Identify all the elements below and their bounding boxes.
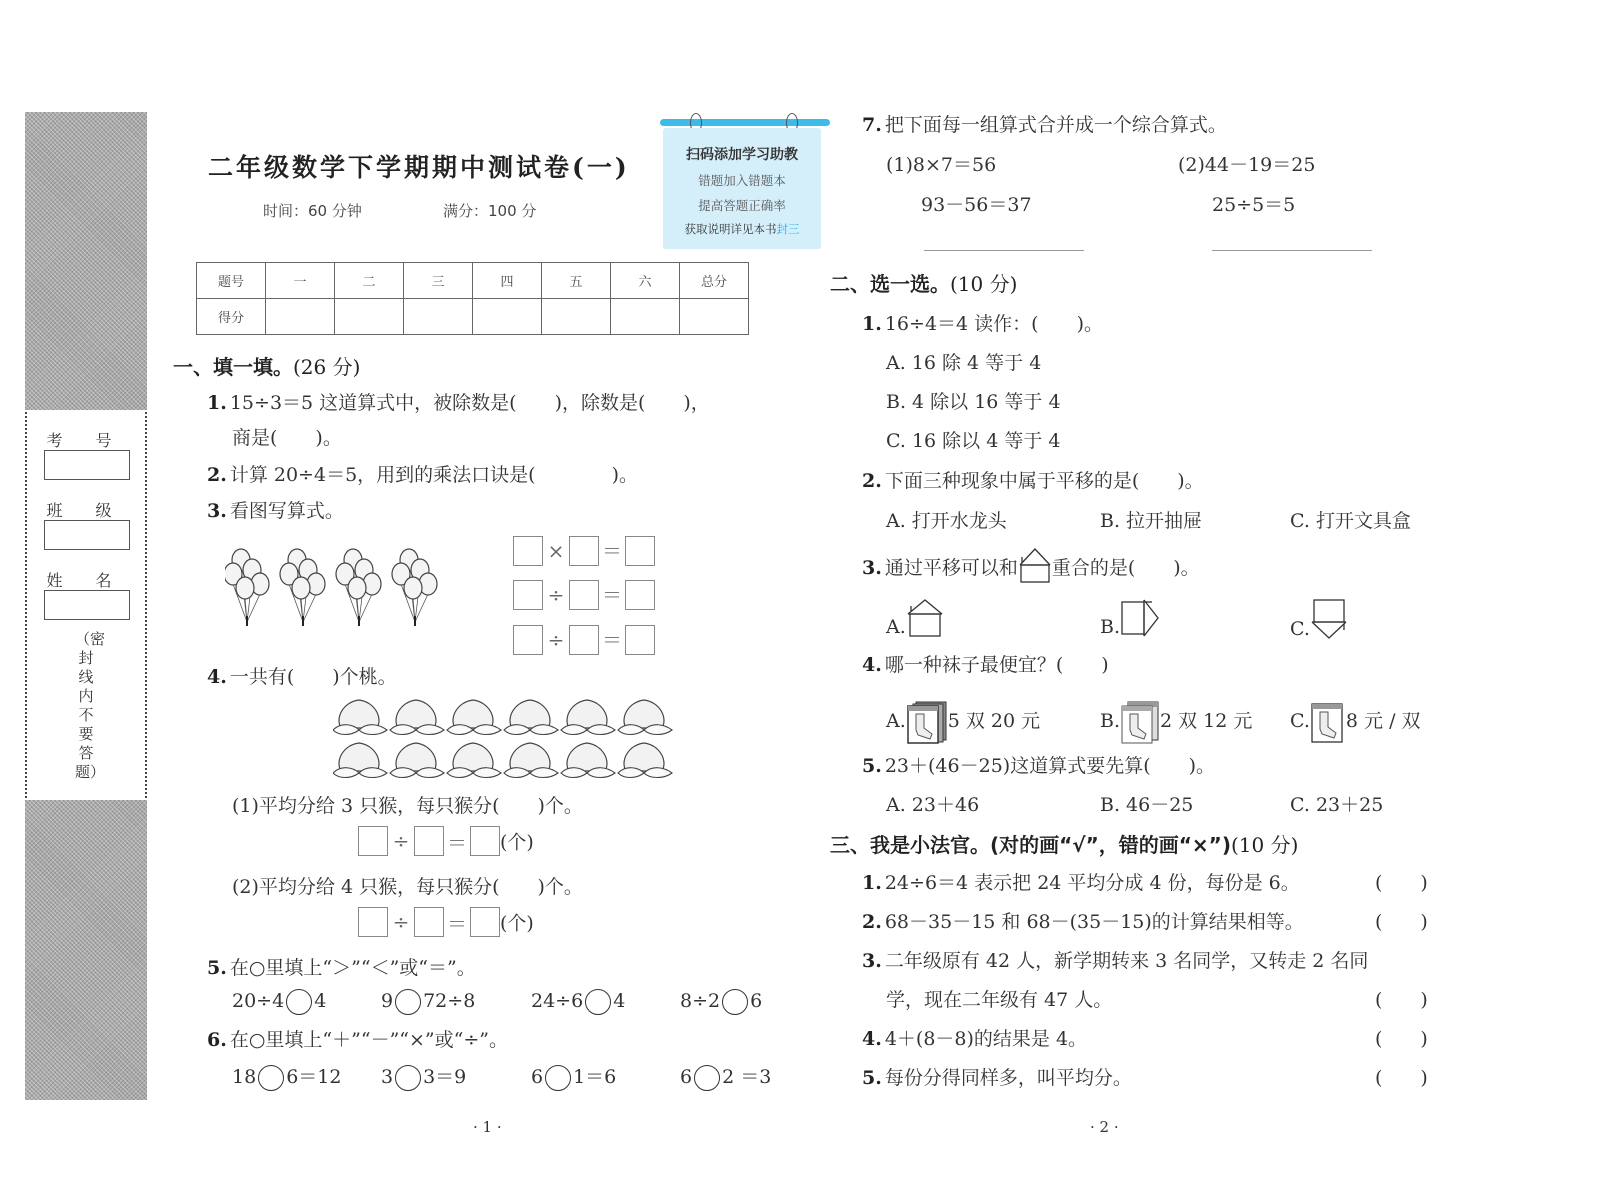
sock-pack-5-icon (906, 700, 948, 744)
card-line-1: 错题加入错题本 (698, 173, 786, 188)
compare-circle[interactable] (286, 989, 312, 1015)
balloons-image (225, 548, 450, 628)
s1-q5-item: 24÷6 4 (531, 989, 625, 1015)
s1-q6: 6. 在○里填上“＋”“－”“×”或“÷”。 (207, 1029, 508, 1051)
s2-q4-option-c[interactable]: C. 8 元 / 双 (1290, 700, 1421, 744)
answer-box[interactable] (513, 625, 543, 655)
header-cell: 题号 (197, 263, 266, 299)
equation-row: × ＝ (513, 528, 655, 573)
balloon-bunch (336, 549, 381, 626)
house-upright-icon (906, 598, 944, 638)
exam-full-score: 满分：100 分 (443, 202, 537, 220)
answer-box[interactable] (414, 826, 444, 856)
peach (504, 700, 558, 735)
s2-q3-option-c[interactable]: C. (1290, 598, 1350, 640)
s2-q3-option-a[interactable]: A. (886, 598, 944, 638)
peach (447, 700, 501, 735)
s1-q5-item: 9 72÷8 (381, 989, 475, 1015)
s2-q1-option-a[interactable]: A. 16 除 4 等于 4 (886, 352, 1042, 374)
s3-item-3: 3. 二年级原有 42 人，新学期转来 3 名同学，又转走 2 名同 (862, 950, 1369, 972)
compare-circle[interactable] (722, 989, 748, 1015)
s1-q3: 3. 看图写算式。 (207, 500, 344, 522)
compare-circle[interactable] (395, 989, 421, 1015)
card-heading: 扫码添加学习助教 (686, 147, 798, 163)
s2-q2: 2. 下面三种现象中属于平移的是( )。 (862, 470, 1204, 492)
balloon (236, 577, 254, 599)
s1-q7-g2-line2: 25÷5＝5 (1212, 194, 1296, 216)
sock-pack-1-icon (1310, 700, 1346, 744)
section-3-title: 三、我是小法官。(对的画“√”，错的画“×”)(10 分) (830, 833, 1299, 857)
s1-q4-sub2: (2)平均分给 4 只猴，每只猴分( )个。 (232, 876, 583, 898)
s3-item-2-bracket[interactable]: ( ) (1375, 911, 1428, 933)
s3-item-4-bracket[interactable]: ( ) (1375, 1028, 1428, 1050)
header-cell: 四 (473, 263, 542, 299)
row-label: 得分 (197, 299, 266, 335)
balloon (404, 577, 422, 599)
s1-q5-item: 20÷4 4 (232, 989, 326, 1015)
score-cell[interactable] (542, 299, 611, 335)
compare-circle[interactable] (585, 989, 611, 1015)
score-cell[interactable] (266, 299, 335, 335)
equation-row: ÷ ＝ (513, 573, 655, 618)
s1-q4-eq2: ÷ ＝ (个) (358, 907, 534, 937)
s3-item-4: 4. 4＋(8－8)的结果是 4。 (862, 1028, 1088, 1050)
s1-q1: 1. 15÷3＝5 这道算式中，被除数是( )，除数是( )， (207, 392, 710, 414)
house-shape-icon (1018, 545, 1052, 583)
s2-q2-option-b[interactable]: B. 拉开抽屉 (1100, 510, 1203, 532)
s1-q5-item: 8÷2 6 (680, 989, 762, 1015)
exam-number-field[interactable] (44, 450, 130, 480)
house-rotated-right-icon (1120, 598, 1160, 638)
s2-q4-option-b[interactable]: B. 2 双 12 元 (1100, 700, 1252, 744)
answer-box[interactable] (470, 907, 500, 937)
answer-box[interactable] (414, 907, 444, 937)
answer-box[interactable] (625, 625, 655, 655)
operator-circle[interactable] (395, 1065, 421, 1091)
score-table-header-row (197, 263, 749, 299)
s1-q4-eq1: ÷ ＝ (个) (358, 826, 534, 856)
binding-strip-top (25, 112, 147, 410)
operator-circle[interactable] (258, 1065, 284, 1091)
s1-q7: 7. 把下面每一组算式合并成一个综合算式。 (862, 114, 1227, 136)
header-cell: 总分 (680, 263, 749, 299)
equation-row: ÷ ＝ (513, 617, 655, 662)
class-label: 班 级 (46, 501, 126, 520)
s3-item-1-bracket[interactable]: ( ) (1375, 872, 1428, 894)
peach (390, 700, 444, 735)
s3-item-1: 1. 24÷6＝4 表示把 24 平均分成 4 份，每份是 6。 (862, 872, 1300, 894)
score-cell[interactable] (473, 299, 542, 335)
answer-box[interactable] (470, 826, 500, 856)
s1-q6-item: 18 6＝12 (232, 1062, 341, 1091)
answer-box[interactable] (569, 625, 599, 655)
s2-q2-option-c[interactable]: C. 打开文具盒 (1290, 510, 1411, 532)
balloon-bunch (225, 549, 269, 626)
exam-number-label: 考 号 (46, 431, 126, 450)
peach (333, 700, 387, 735)
s1-q2: 2. 计算 20÷4＝5，用到的乘法口诀是( )。 (207, 464, 638, 486)
s2-q4: 4. 哪一种袜子最便宜？( ) (862, 654, 1109, 676)
operator-circle[interactable] (694, 1065, 720, 1091)
s1-q4: 4. 一共有( )个桃。 (207, 666, 397, 688)
s2-q1-option-c[interactable]: C. 16 除以 4 等于 4 (886, 430, 1061, 452)
header-cell: 六 (611, 263, 680, 299)
s1-q6-item: 6 1＝6 (531, 1062, 616, 1091)
s3-item-5: 5. 每份分得同样多，叫平均分。 (862, 1067, 1132, 1089)
score-cell[interactable] (680, 299, 749, 335)
card-note-link[interactable]: 封三 (776, 222, 800, 236)
s2-q1-option-b[interactable]: B. 4 除以 16 等于 4 (886, 391, 1061, 413)
answer-box[interactable] (569, 536, 599, 566)
answer-box[interactable] (513, 580, 543, 610)
peach (333, 743, 387, 778)
s1-q7-g1-line1: (1)8×7＝56 (886, 154, 997, 176)
answer-box[interactable] (625, 580, 655, 610)
s3-item-3-cont: 学，现在二年级有 47 人。 (886, 989, 1113, 1011)
score-cell[interactable] (335, 299, 404, 335)
answer-line[interactable] (1212, 250, 1372, 251)
s2-q5-option-c[interactable]: C. 23＋25 (1290, 794, 1384, 816)
section-2-title: 二、选一选。(10 分) (830, 272, 1018, 296)
study-assistant-card[interactable] (663, 128, 821, 249)
peach (561, 700, 615, 735)
balloon (348, 577, 366, 599)
balloon-bunch (392, 549, 437, 626)
card-note: 获取说明详见本书封三 (684, 222, 800, 236)
exam-time: 时间：60 分钟 (263, 202, 362, 220)
s3-item-3-bracket[interactable]: ( ) (1375, 989, 1428, 1011)
s2-q5: 5. 23＋(46－25)这道算式要先算( )。 (862, 755, 1216, 777)
s1-q7-g1-line2: 93－56＝37 (921, 194, 1032, 216)
class-field[interactable] (44, 520, 130, 550)
balloon-bunch (280, 549, 325, 626)
peach (447, 743, 501, 778)
s3-item-5-bracket[interactable]: ( ) (1375, 1067, 1428, 1089)
peach (504, 743, 558, 778)
s2-q1: 1. 16÷4＝4 读作：( )。 (862, 313, 1103, 335)
balloon (292, 577, 310, 599)
answer-box[interactable] (358, 907, 388, 937)
s2-q3: 3. 通过平移可以和 重合的是( )。 (862, 553, 1200, 583)
operator-circle[interactable] (545, 1065, 571, 1091)
s2-q4-option-a[interactable]: A. 5 双 20 元 (886, 700, 1040, 744)
section-1-title: 一、填一填。(26 分) (173, 355, 361, 379)
header-cell: 三 (404, 263, 473, 299)
score-cell[interactable] (404, 299, 473, 335)
s1-q6-item: 6 2 ＝3 (680, 1062, 771, 1091)
peach (390, 743, 444, 778)
peach (561, 743, 615, 778)
score-table-score-row (197, 299, 749, 335)
answer-box[interactable] (569, 580, 599, 610)
binding-strip-bottom (25, 800, 147, 1100)
peach (618, 700, 672, 735)
s2-q2-option-a[interactable]: A. 打开水龙头 (886, 510, 1007, 532)
peach (618, 743, 672, 778)
s1-q6-item: 3 3＝9 (381, 1062, 466, 1091)
name-field[interactable] (44, 590, 130, 620)
seal-notice: （密封线内不要答题） (75, 630, 106, 781)
page-number-right: · 2 · (1090, 1118, 1119, 1136)
s3-item-2: 2. 68－35－15 和 68－(35－15)的计算结果相等。 (862, 911, 1304, 933)
s2-q5-option-a[interactable]: A. 23＋46 (886, 794, 980, 816)
s1-q7-g2-line1: (2)44－19＝25 (1178, 154, 1316, 176)
pencil-bar (660, 119, 830, 126)
score-table (196, 262, 749, 335)
s2-q5-option-b[interactable]: B. 46－25 (1100, 794, 1194, 816)
answer-box[interactable] (513, 536, 543, 566)
sock-pack-2-icon (1120, 700, 1160, 744)
house-upside-down-icon (1310, 598, 1350, 640)
answer-box[interactable] (625, 536, 655, 566)
binding-strip-fields (25, 412, 147, 798)
card-line-2: 提高答题正确率 (698, 198, 786, 213)
header-cell: 二 (335, 263, 404, 299)
s1-q1-cont: 商是( )。 (232, 427, 342, 449)
score-cell[interactable] (611, 299, 680, 335)
answer-line[interactable] (924, 250, 1084, 251)
exam-title: 二年级数学下学期期中测试卷(一) (208, 153, 630, 182)
peaches-image (333, 696, 681, 786)
s2-q3-option-b[interactable]: B. (1100, 598, 1160, 638)
s1-q3-equations (513, 528, 655, 662)
name-label: 姓 名 (46, 571, 126, 590)
header-cell: 五 (542, 263, 611, 299)
answer-box[interactable] (358, 826, 388, 856)
page-number-left: · 1 · (473, 1118, 502, 1136)
s1-q5: 5. 在○里填上“＞”“＜”或“＝”。 (207, 957, 476, 979)
header-cell: 一 (266, 263, 335, 299)
s1-q4-sub1: (1)平均分给 3 只猴，每只猴分( )个。 (232, 795, 583, 817)
